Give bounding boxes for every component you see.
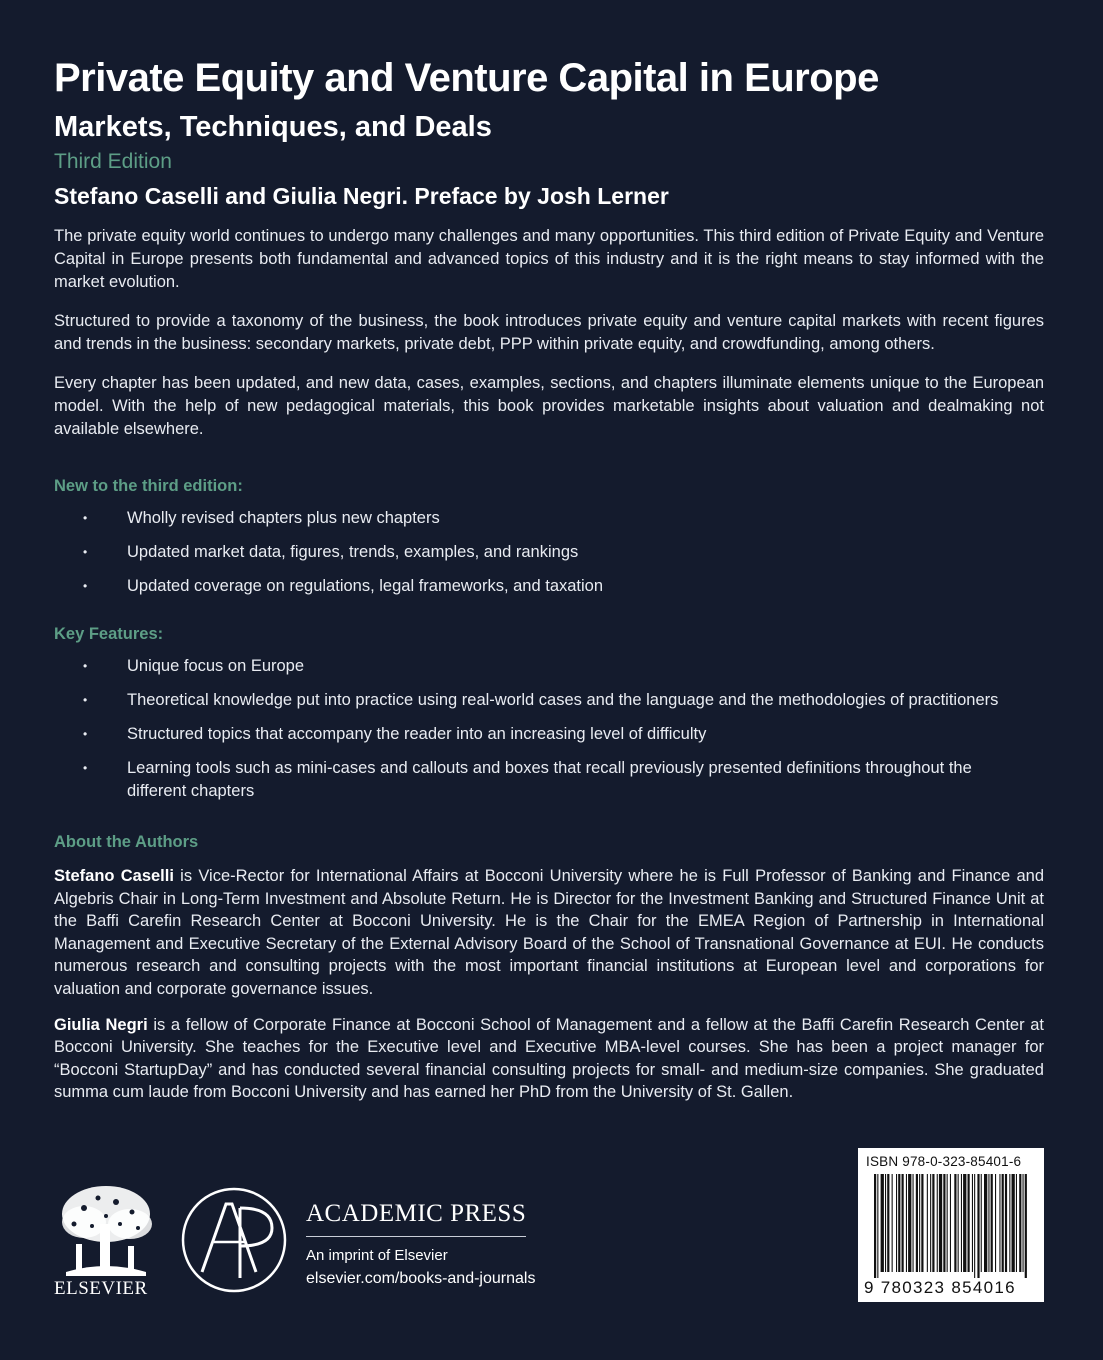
authors-line: Stefano Caselli and Giulia Negri. Preface by Josh Lerner [54,183,669,209]
barcode-bar [896,1174,897,1272]
barcode-bar [930,1174,931,1272]
barcode-bar [916,1174,918,1272]
barcode-bar [892,1174,893,1272]
barcode-bar [999,1174,1000,1272]
bullet-icon: • [83,545,88,559]
barcode-bar [939,1174,942,1272]
barcode-bar [984,1174,987,1272]
barcode-bar [1012,1174,1015,1272]
bullet-icon: • [83,761,88,775]
barcode-bar [874,1174,876,1278]
back-cover-content [54,55,1044,1104]
academic-press-logo-icon [180,1186,288,1294]
barcode-bar [877,1174,878,1278]
list-item: • Updated market data, figures, trends, examples, and rankings [54,541,1044,564]
publisher-website: elsevier.com/books-and-journals [306,1270,536,1287]
list-item: • Structured topics that accompany the reader into an increasing level of difficulty [54,723,1044,746]
barcode-bar [995,1174,996,1272]
barcode-bar [972,1174,973,1272]
barcode-bar [919,1174,920,1272]
bullet-icon: • [83,727,88,741]
academic-press-name: ACADEMIC PRESS [306,1200,526,1237]
barcode-bar [943,1174,945,1272]
new-edition-list [54,507,1044,598]
barcode-bar [1016,1174,1017,1272]
barcode-digits: 9 780323 854016 [864,1278,1016,1297]
barcode-bar [887,1174,889,1272]
author-bio-caselli: Stefano Caselli is Vice-Rector for International Affairs at Bocconi University where he is Full Professor of Banking and Finance and Algebris Chair in Long-Term Investment and Absolute Return. He is Director for the Investment Banking and Structured Finance Unit at the Baffi Carefin Research Center at Bocconi University. He is the Chair for the EMEA Region of Partnership in International Management and Executive Secretary of the External Advisory Board of the School of Transnational Governance at EUI. He conducts numerous research and consulting projects with the most important financial institutions at European level and corporations for valuation and corporate governance issues. [54,867,1044,998]
barcode-bar [913,1174,914,1272]
barcode-bar [1005,1174,1007,1272]
new-edition-heading: New to the third edition: [54,477,243,495]
barcode-bar [906,1174,907,1272]
barcode-icon [874,1174,1030,1278]
isbn-barcode [858,1148,1044,1302]
bullet-icon: • [83,511,88,525]
barcode-bar [921,1174,923,1272]
barcode-bar [937,1174,938,1272]
about-authors-heading: About the Authors [54,833,199,851]
barcode-bar [961,1174,962,1272]
bullet-icon: • [83,659,88,673]
edition-label: Third Edition [54,150,172,173]
barcode-bar [963,1174,966,1272]
bullet-icon: • [83,579,88,593]
elsevier-wordmark: ELSEVIER [54,1278,148,1299]
barcode-bar [932,1174,934,1272]
key-features-heading: Key Features: [54,625,164,643]
book-subtitle: Markets, Techniques, and Deals [54,111,492,143]
author-bio-negri: Giulia Negri is a fellow of Corporate Finance at Bocconi School of Management and a fellow at the Baffi Carefin Research Center at Bocconi University. She teaches for the Executive level and Executive MBA-level courses. She has been a project manager for “Bocconi StartupDay” and has conducted several financial consulting projects for small- and medium-size companies. She graduated summa cum laude from Bocconi University and has earned her PhD from the University of St. Gallen. [54,1015,1044,1102]
barcode-bar [902,1174,904,1272]
barcode-bar [977,1174,979,1278]
list-item: • Theoretical knowledge put into practice using real-world cases and the language and the methodologies of practitioners [54,689,1044,712]
barcode-bar [954,1174,956,1272]
isbn-label: ISBN 978-0-323-85401-6 [866,1154,1022,1169]
list-item: • Learning tools such as mini-cases and callouts and boxes that recall previously presented definitions throughout the different chapters [83,759,972,800]
barcode-bar [1009,1174,1010,1272]
barcode-bar [1023,1174,1024,1272]
barcode-bar [968,1174,970,1272]
author-name: Stefano Caselli [54,867,174,885]
key-features-list [54,655,1044,803]
publisher-logos [54,1184,574,1304]
barcode-bar [927,1174,928,1272]
barcode-bar [885,1174,886,1272]
description-paragraph-1: The private equity world continues to undergo many challenges and many opportunities. This third edition of Private Equity and Venture Capital in Europe presents both fundamental and advanced topics of this industry and it is the right means to stay informed with the market evolution. [54,227,1044,291]
barcode-bar [898,1174,900,1272]
description-paragraph-3: Every chapter has been updated, and new data, cases, examples, sections, and chapters illuminate elements unique to the European model. With the help of new pedagogical materials, this book provides marketable insights about valuation and dealmaking not available elsewhere. [54,374,1044,438]
list-item: • Wholly revised chapters plus new chapters [54,507,1044,530]
barcode-bar [988,1174,989,1272]
barcode-bar [974,1174,975,1278]
list-item: • Unique focus on Europe [54,655,1044,678]
barcode-bar [908,1174,911,1272]
bullet-icon: • [83,693,88,707]
barcode-bar [1019,1174,1021,1272]
book-title: Private Equity and Venture Capital in Europe [54,56,879,100]
imprint-line: An imprint of Elsevier [306,1247,448,1264]
barcode-bar [950,1174,951,1272]
barcode-bar [881,1174,884,1272]
barcode-bar [1002,1174,1004,1272]
barcode-bar [981,1174,982,1272]
list-item: • Updated coverage on regulations, legal frameworks, and taxation [54,575,1044,598]
barcode-bar [947,1174,948,1272]
barcode-bar [991,1174,993,1272]
barcode-bar [1025,1174,1027,1278]
academic-press-text [306,1200,535,1288]
barcode-bar [958,1174,959,1272]
author-name: Giulia Negri [54,1015,148,1034]
description-paragraph-2: Structured to provide a taxonomy of the business, the book introduces private equity and venture capital markets with recent figures and trends in the business: secondary markets, private debt, PPP within private equity, and crowdfunding, among others. [54,312,1044,353]
